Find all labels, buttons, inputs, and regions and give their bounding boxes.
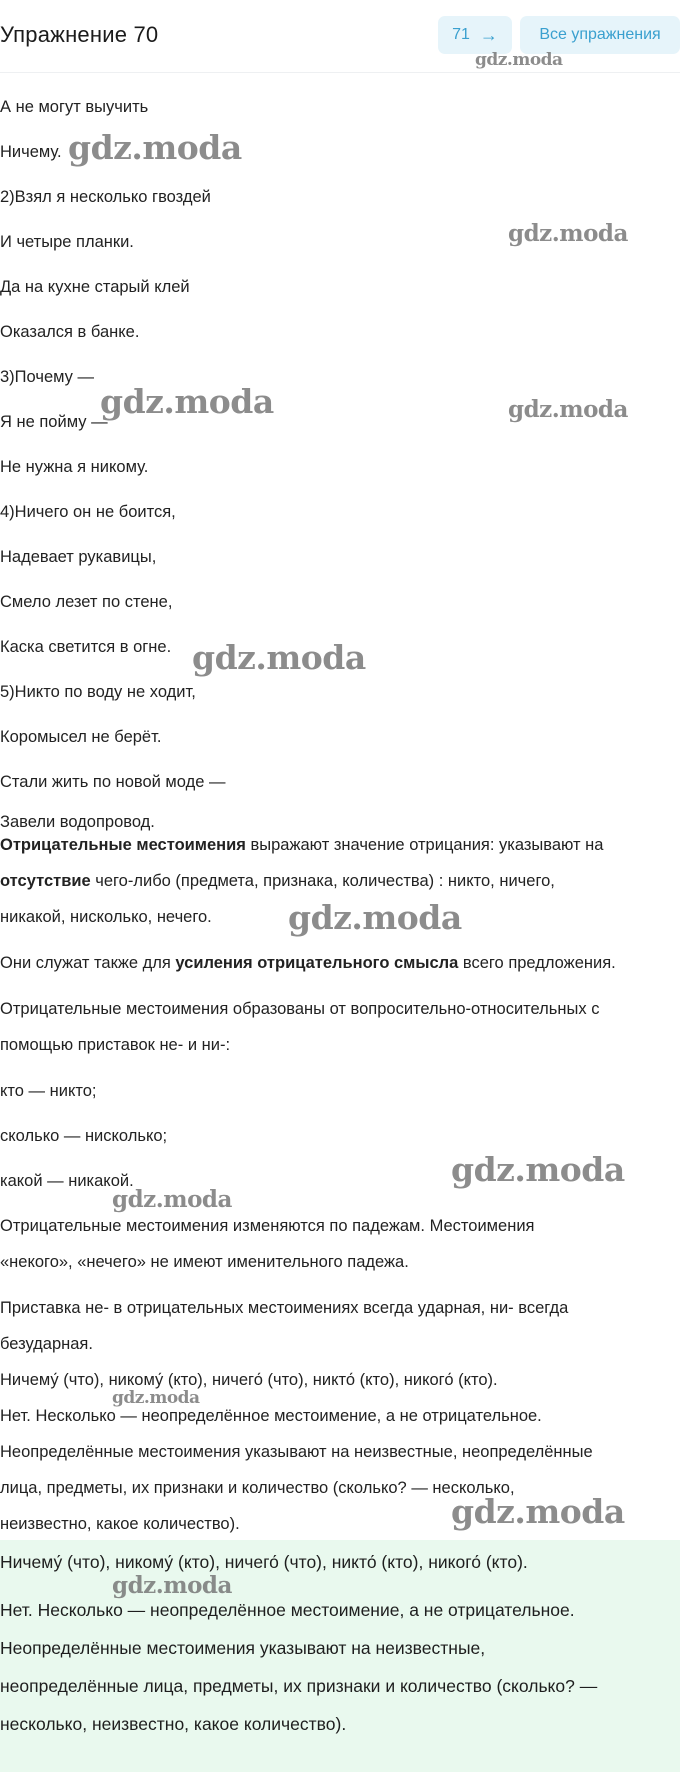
theory-line: безударная. (0, 1335, 93, 1353)
highlight-line: несколько, неизвестно, какое количество). (0, 1714, 347, 1734)
theory-line: Неопределённые местоимения указывают на неизвестные, неопределённые (0, 1443, 593, 1461)
next-exercise-button[interactable] (438, 16, 512, 54)
theory-line: Ничему́ (что), никому́ (кто), ничего́ (что), никто́ (кто), никого́ (кто). (0, 1371, 498, 1389)
answer-line: Смело лезет по стене, (0, 593, 173, 611)
answer-line: Стали жить по новой моде — (0, 773, 226, 791)
theory-line: «некого», «нечего» не имеют именительного падежа. (0, 1253, 409, 1271)
answer-line: Ничему. (0, 143, 62, 161)
all-exercises-button[interactable] (520, 16, 680, 54)
watermark: gdz.moda (508, 220, 628, 247)
answer-line: Коромысел не берёт. (0, 728, 162, 746)
answer-line: Оказался в банке. (0, 323, 140, 341)
watermark: gdz.moda (100, 382, 274, 421)
watermark: gdz.moda (112, 1186, 232, 1213)
theory-line: Нет. Несколько — неопределённое местоимение, а не отрицательное. (0, 1407, 542, 1425)
all-exercises-label: Все упражнения (539, 26, 661, 43)
theory-line: Отрицательные местоимения изменяются по падежам. Местоимения (0, 1217, 535, 1235)
watermark: gdz.moda (451, 1492, 625, 1531)
answer-line: Не нужна я никому. (0, 458, 149, 476)
watermark: gdz.moda (192, 638, 366, 677)
highlight-line: Нет. Несколько — неопределённое местоимение, а не отрицательное. (0, 1600, 575, 1620)
answer-line: 2)Взял я несколько гвоздей (0, 188, 211, 206)
answer-highlight (0, 1540, 680, 1772)
theory-line: никакой, нисколько, нечего. (0, 908, 212, 926)
theory-line: сколько — нисколько; (0, 1127, 168, 1145)
theory-line: Приставка не- в отрицательных местоимениях всегда ударная, ни- всегда (0, 1299, 569, 1317)
watermark: gdz.moda (288, 898, 462, 937)
watermark: gdz.moda (475, 50, 563, 70)
theory-line: кто — никто; (0, 1082, 97, 1100)
watermark: gdz.moda (68, 128, 242, 167)
answer-line: А не могут выучить (0, 98, 149, 116)
arrow-right-icon: → (479, 24, 498, 45)
theory-line: помощью приставок не- и ни-: (0, 1036, 231, 1054)
highlight-line: Ничему́ (что), никому́ (кто), ничего́ (что), никто́ (кто), никого́ (кто). (0, 1552, 528, 1572)
answer-line: 3)Почему — (0, 368, 94, 386)
theory-line: какой — никакой. (0, 1172, 134, 1190)
page-title: Упражнение 70 (0, 22, 159, 47)
theory-line: отсутствие чего-либо (предмета, признака, количества) : никто, ничего, (0, 872, 555, 890)
theory-line: Отрицательные местоимения образованы от вопросительно-относительных с (0, 1000, 600, 1018)
watermark: gdz.moda (508, 396, 628, 423)
theory-line: Они служат также для усиления отрицательного смысла всего предложения. (0, 954, 616, 972)
theory-line: лица, предметы, их признаки и количество (сколько? — несколько, (0, 1479, 515, 1497)
answer-line: Каска светится в огне. (0, 638, 172, 656)
watermark: gdz.moda (112, 1572, 232, 1599)
answer-line: Я не пойму — (0, 413, 108, 431)
answer-line: Завели водопровод. (0, 813, 155, 831)
watermark: gdz.moda (112, 1388, 200, 1408)
answer-line: Да на кухне старый клей (0, 278, 190, 296)
watermark: gdz.moda (451, 1150, 625, 1189)
theory-line: неизвестно, какое количество). (0, 1515, 240, 1533)
highlight-line: неопределённые лица, предметы, их признаки и количество (сколько? — (0, 1676, 598, 1696)
page-header (0, 0, 680, 73)
next-exercise-label: 71 (452, 26, 470, 43)
answer-line: 4)Ничего он не боится, (0, 503, 176, 521)
answer-content[interactable] (0, 72, 680, 831)
theory-line: Отрицательные местоимения выражают значение отрицания: указывают на (0, 836, 604, 854)
answer-line: Надевает рукавицы, (0, 548, 157, 566)
highlight-line: Неопределённые местоимения указывают на неизвестные, (0, 1638, 486, 1658)
answer-line: И четыре планки. (0, 233, 134, 251)
answer-line: 5)Никто по воду не ходит, (0, 683, 196, 701)
